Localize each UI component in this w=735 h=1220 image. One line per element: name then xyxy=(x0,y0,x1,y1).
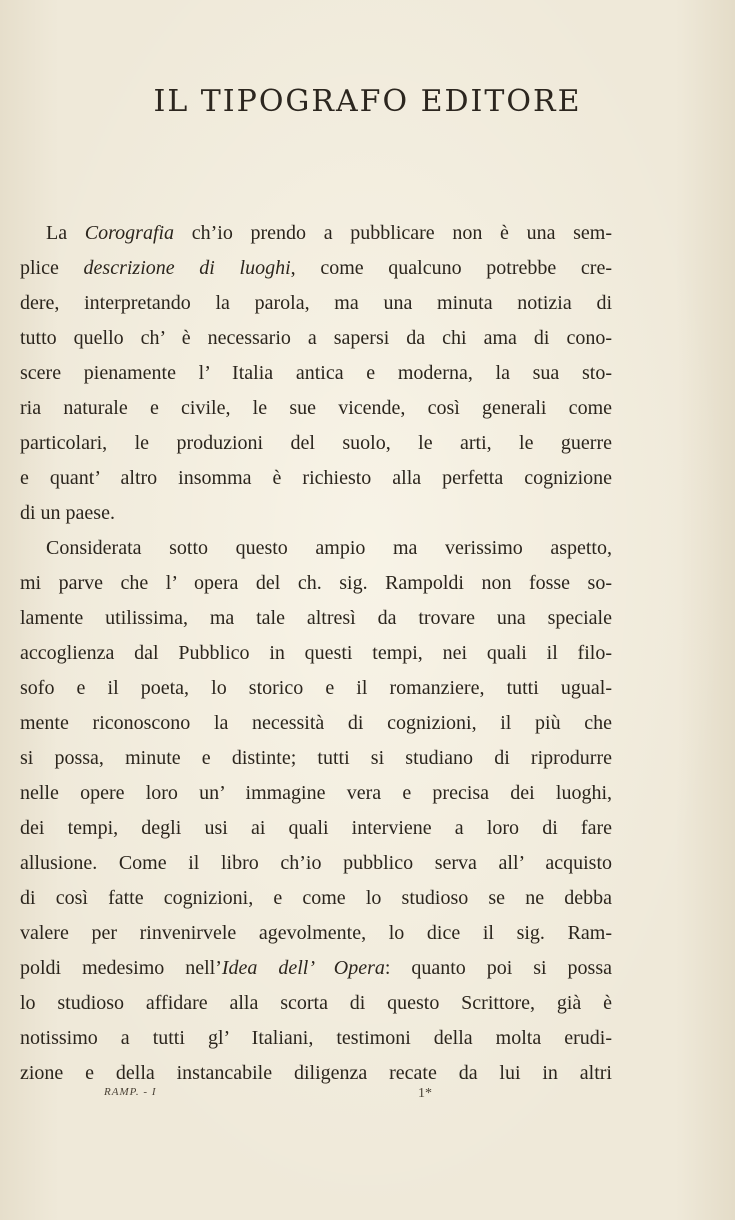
text-line: dei tempi, degli usi ai quali interviene a loro di fare xyxy=(20,817,612,839)
text-line: di così fatte cognizioni, e come lo studioso se ne debba xyxy=(20,887,612,909)
page-number: 1* xyxy=(418,1086,432,1101)
text-line: lamente utilissima, ma tale altresì da trovare una speciale xyxy=(20,607,612,629)
body-text xyxy=(20,216,612,1091)
signature-mark: RAMP. - I xyxy=(104,1086,157,1098)
text-line: sofo e il poeta, lo storico e il romanziere, tutti ugual- xyxy=(20,677,612,699)
text-line: mi parve che l’ opera del ch. sig. Rampoldi non fosse so- xyxy=(20,572,612,594)
text-line: zione e della instancabile diligenza recate da lui in altri xyxy=(20,1062,612,1084)
text-line: poldi medesimo nell’Idea dell’ Opera: quanto poi si possa xyxy=(20,957,612,979)
text-line: scere pienamente l’ Italia antica e moderna, la sua sto- xyxy=(20,362,612,384)
text-line: lo studioso affidare alla scorta di questo Scrittore, già è xyxy=(20,992,612,1014)
text-line: valere per rinvenirvele agevolmente, lo dice il sig. Ram- xyxy=(20,922,612,944)
text-line: particolari, le produzioni del suolo, le arti, le guerre xyxy=(20,432,612,454)
text-line: notissimo a tutti gl’ Italiani, testimoni della molta erudi- xyxy=(20,1027,612,1049)
text-line: ria naturale e civile, le sue vicende, così generali come xyxy=(20,397,612,419)
text-line: dere, interpretando la parola, ma una minuta notizia di xyxy=(20,292,612,314)
text-line: e quant’ altro insomma è richiesto alla perfetta cognizione xyxy=(20,467,612,489)
text-line: di un paese. xyxy=(20,502,115,524)
text-line: accoglienza dal Pubblico in questi tempi, nei quali il filo- xyxy=(20,642,612,664)
text-line: La Corografia ch’io prendo a pubblicare non è una sem- xyxy=(46,222,613,244)
text-line: mente riconoscono la necessità di cognizioni, il più che xyxy=(20,712,612,734)
text-line: plice descrizione di luoghi, come qualcuno potrebbe cre- xyxy=(20,257,613,279)
page-title: IL TIPOGRAFO EDITORE xyxy=(153,84,582,119)
text-line: si possa, minute e distinte; tutti si studiano di riprodurre xyxy=(20,747,612,769)
text-line: Considerata sotto questo ampio ma verissimo aspetto, xyxy=(46,537,612,559)
text-line: nelle opere loro un’ immagine vera e precisa dei luoghi, xyxy=(20,782,612,804)
text-line: tutto quello ch’ è necessario a sapersi da chi ama di cono- xyxy=(20,327,612,349)
text-line: allusione. Come il libro ch’io pubblico serva all’ acquisto xyxy=(20,852,612,874)
